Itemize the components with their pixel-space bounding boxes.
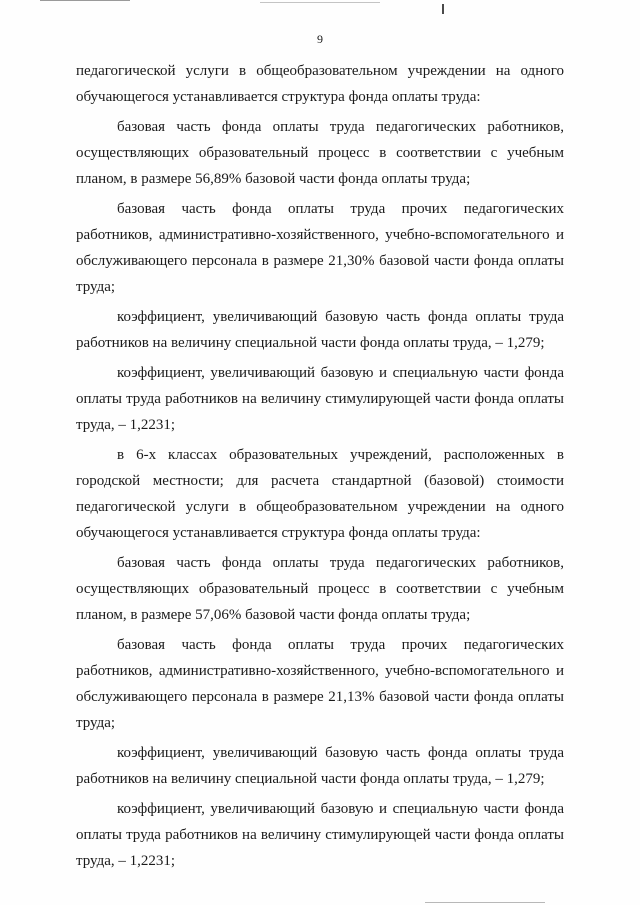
paragraph-base-part-pedagogical-grade-6: базовая часть фонда оплаты труда педагогических работников, осуществляющих образовательный процесс в соответствии с учебным планом, в размере 57,06% базовой части фонда оплаты труда; [76, 555, 564, 623]
paragraph-special-part-coefficient: коэффициент, увеличивающий базовую часть фонда оплаты труда работников на величину специальной части фонда оплаты труда, – 1,279; [76, 309, 564, 351]
paragraph-base-part-other-staff: базовая часть фонда оплаты труда прочих педагогических работников, административно-хозяйственного, учебно-вспомогательного и обслуживающего персонала в размере 21,30% базовой части фонда оплаты труда; [76, 201, 564, 295]
paragraph-fot-structure-intro: педагогической услуги в общеобразовательном учреждении на одного обучающегося устанавливается структура фонда оплаты труда: [76, 63, 564, 105]
scan-artifact-mark [442, 4, 444, 14]
document-body [76, 58, 564, 874]
scan-artifact-line [425, 902, 545, 903]
paragraph-base-part-other-staff-grade-6: базовая часть фонда оплаты труда прочих педагогических работников, административно-хозяйственного, учебно-вспомогательного и обслуживающего персонала в размере 21,13% базовой части фонда оплаты труда; [76, 637, 564, 731]
paragraph-stimulating-part-coefficient-grade-6: коэффициент, увеличивающий базовую и специальную части фонда оплаты труда работников на величину стимулирующей части фонда оплаты труда, – 1,2231; [76, 801, 564, 869]
paragraph-grade-6-intro: в 6-х классах образовательных учреждений, расположенных в городской местности; для расчета стандартной (базовой) стоимости педагогической услуги в общеобразовательном учреждении на одного обучающегося устанавливается структура фонда оплаты труда: [76, 447, 564, 541]
paragraph-stimulating-part-coefficient: коэффициент, увеличивающий базовую и специальную части фонда оплаты труда работников на величину стимулирующей части фонда оплаты труда, – 1,2231; [76, 365, 564, 433]
paragraph-special-part-coefficient-grade-6: коэффициент, увеличивающий базовую часть фонда оплаты труда работников на величину специальной части фонда оплаты труда, – 1,279; [76, 745, 564, 787]
paragraph-base-part-pedagogical: базовая часть фонда оплаты труда педагогических работников, осуществляющих образовательный процесс в соответствии с учебным планом, в размере 56,89% базовой части фонда оплаты труда; [76, 119, 564, 187]
page-number: 9 [317, 32, 323, 46]
scan-artifact-line [40, 0, 130, 1]
scan-artifact-line [260, 2, 380, 3]
